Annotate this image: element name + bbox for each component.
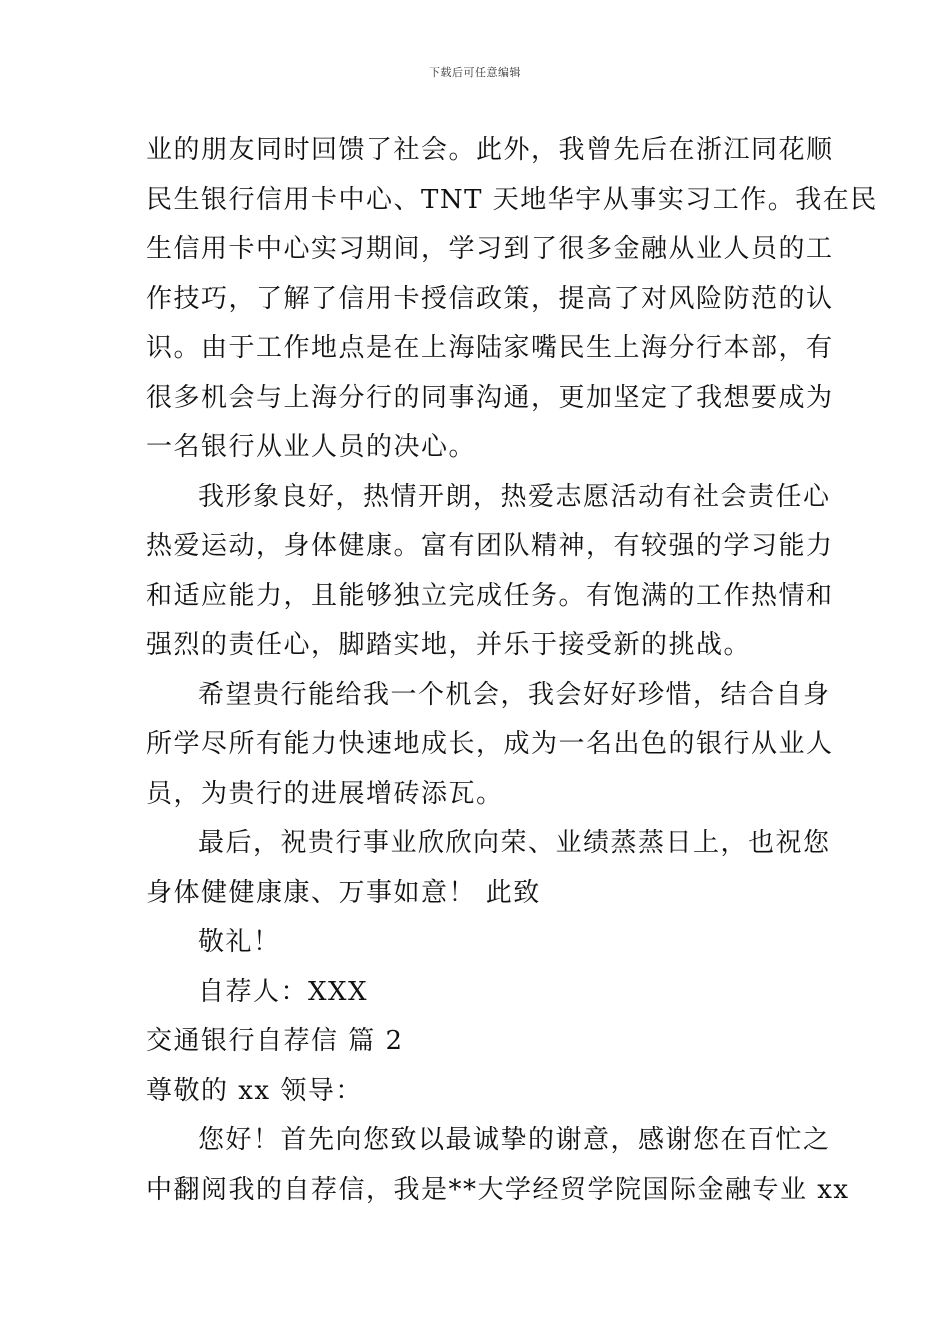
text-line: 生信用卡中心实习期间，学习到了很多金融从业人员的工 bbox=[146, 234, 834, 264]
text-line: 民生银行信用卡中心、TNT 天地华宇从事实习工作。我在民 bbox=[146, 184, 878, 215]
text-line: 强烈的责任心，脚踏实地，并乐于接受新的挑战。 bbox=[146, 630, 752, 660]
text-line: 身体健健康康、万事如意！ 此致 bbox=[146, 877, 541, 908]
text-line: 很多机会与上海分行的同事沟通，更加坚定了我想要成为 bbox=[146, 382, 834, 413]
paragraph-start-line: 我形象良好，热情开朗，热爱志愿活动有社会责任心 bbox=[198, 481, 831, 512]
paragraph-start-line: 您好！首先向您致以最诚挚的谢意，感谢您在百忙之 bbox=[198, 1125, 831, 1155]
salutation-line: 尊敬的 xx 领导： bbox=[146, 1075, 363, 1106]
text-line: 作技巧，了解了信用卡授信政策，提高了对风险防范的认 bbox=[146, 283, 834, 314]
text-line: 识。由于工作地点是在上海陆家嘴民生上海分行本部，有 bbox=[146, 333, 834, 363]
paragraph-start-line: 希望贵行能给我一个机会，我会好好珍惜，结合自身 bbox=[198, 679, 831, 710]
text-line: 热爱运动，身体健康。富有团队精神，有较强的学习能力 bbox=[146, 531, 834, 561]
closing-salute: 敬礼！ bbox=[198, 927, 281, 957]
section-heading: 交通银行自荐信 篇 2 bbox=[146, 1026, 404, 1056]
text-line: 和适应能力，且能够独立完成任务。有饱满的工作热情和 bbox=[146, 580, 834, 611]
text-line: 业的朋友同时回馈了社会。此外，我曾先后在浙江同花顺 bbox=[146, 135, 834, 165]
text-line: 员，为贵行的进展增砖添瓦。 bbox=[146, 778, 504, 809]
letter-body bbox=[146, 126, 878, 1215]
text-line: 一名银行从业人员的决心。 bbox=[146, 432, 477, 462]
page-header-note: 下载后可任意编辑 bbox=[429, 66, 521, 79]
signature-line: 自荐人：XXX bbox=[198, 976, 369, 1007]
text-line: 所学尽所有能力快速地成长，成为一名出色的银行从业人 bbox=[146, 729, 834, 759]
paragraph-start-line: 最后，祝贵行事业欣欣向荣、业绩蒸蒸日上，也祝您 bbox=[198, 828, 831, 858]
text-line: 中翻阅我的自荐信，我是**大学经贸学院国际金融专业 xx bbox=[146, 1174, 850, 1205]
